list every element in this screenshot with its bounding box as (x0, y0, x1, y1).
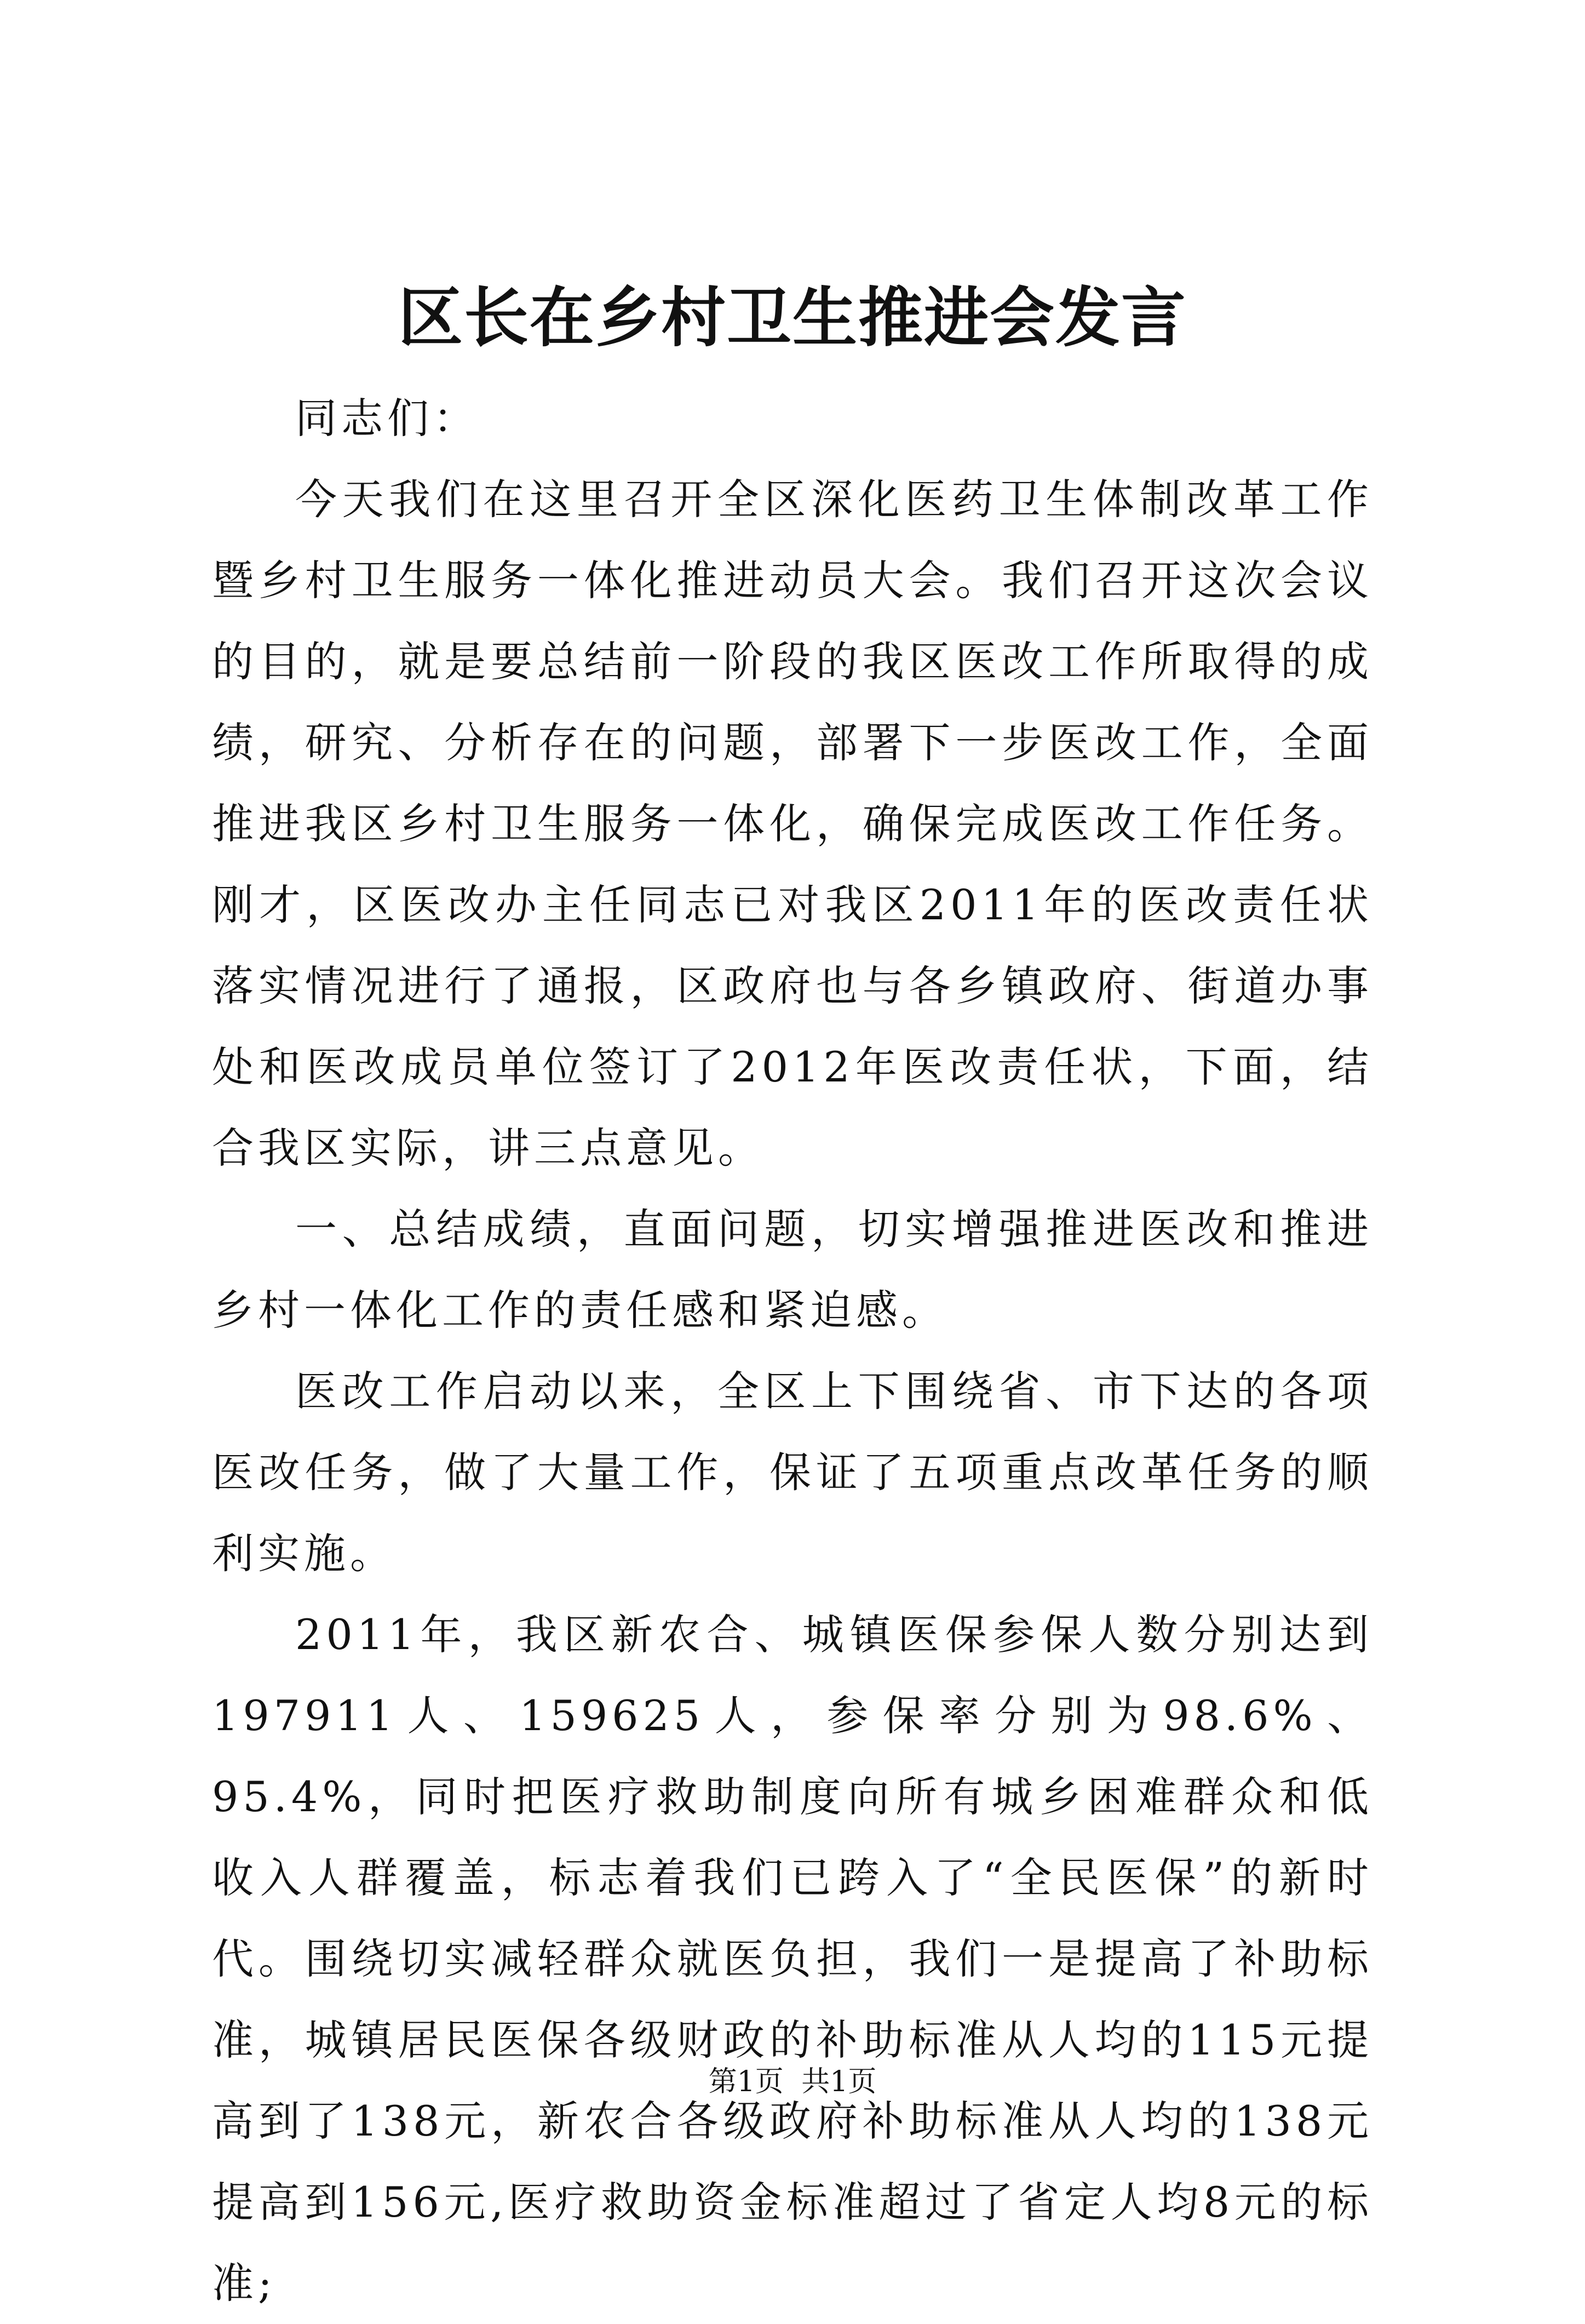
document-body (212, 378, 1373, 2324)
paragraph-intro: 今天我们在这里召开全区深化医药卫生体制改革工作暨乡村卫生服务一体化推进动员大会。我们召开这次会议的目的，就是要总结前一阶段的我区医改工作所取得的成绩，研究、分析存在的问题，部署下一步医改工作，全面推进我区乡村卫生服务一体化，确保完成医改工作任务。刚才，区医改办主任同志已对我区2011年的医改责任状落实情况进行了通报，区政府也与各乡镇政府、街道办事处和医改成员单位签订了2012年医改责任状，下面，结合我区实际，讲三点意见。 (212, 475, 1373, 1172)
document-title: 区长在乡村卫生推进会发言 (398, 279, 1187, 356)
page-number: 第1页 (708, 2065, 784, 2098)
page-footer (0, 2060, 1585, 2104)
paragraph-statistics: 2011年，我区新农合、城镇医保参保人数分别达到197911人、159625人，参保率分别为98.6%、95.4%，同时把医疗救助制度向所有城乡困难群众和低收入人群覆盖，标志着我们已跨入了“全民医保”的新时代。围绕切实减轻群众就医负担，我们一是提高了补助标准，城镇居民医保各级财政的补助标准从人均的115元提高到了138元，新农合各级政府补助标准从人均的138元提高到156元,医疗救助资金标准超过了省定人均8元的标准; (212, 1610, 1373, 2308)
paragraph-summary: 医改工作启动以来，全区上下围绕省、市下达的各项医改任务，做了大量工作，保证了五项重点改革任务的顺利实施。 (212, 1367, 1373, 1578)
page-total: 共1页 (801, 2065, 877, 2098)
salutation: 同志们： (295, 394, 479, 443)
section-heading-1: 一、总结成绩，直面问题，切实增强推进医改和推进乡村一体化工作的责任感和紧迫感。 (212, 1205, 1373, 1335)
